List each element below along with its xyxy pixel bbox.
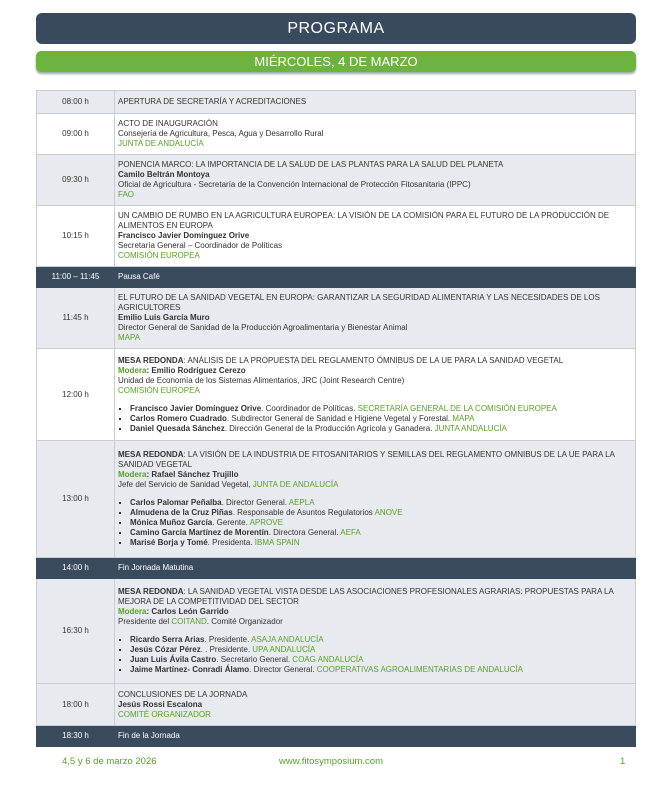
session-org: JUNTA DE ANDALUCÍA <box>118 139 204 148</box>
list-item: ▪ Juan Luis Ávila Castro. Secretario General. COAG ANDALUCÍA <box>130 655 631 665</box>
list-item: ▪ Camino García Martínez de Morentín. Directora General. AEFA <box>130 528 631 538</box>
session-line: Consejería de Agricultura, Pesca, Agua y Desarrollo Rural <box>118 129 324 138</box>
session-title: APERTURA DE SECRETARÍA Y ACREDITACIONES <box>115 91 636 114</box>
time-cell: 18:30 h <box>37 726 115 747</box>
schedule-row <box>37 579 636 684</box>
session-content <box>115 206 636 267</box>
list-item: ▪ Jaime Martínez- Conradi Álamo. Director General. COOPERATIVAS AGROALIMENTARIAS DE ANDALUCÍA <box>130 665 631 675</box>
list-item: ▪ Daniel Quesada Sánchez. Dirección General de la Producción Agrícola y Ganadera. JUNTA ANDALUCÍA <box>130 424 631 434</box>
session-title: MESA REDONDA: LA VISIÓN DE LA INDUSTRIA DE FITOSANITARIOS Y SEMILLAS DEL REGLAMENTO OMNIBUS DE LA UE PARA LA SANIDAD VEGETAL <box>118 450 615 469</box>
session-content <box>115 349 636 441</box>
schedule-table <box>36 90 636 747</box>
time-cell: 11:45 h <box>37 288 115 349</box>
list-item: ▪ Jesús Cózar Pérez. . Presidente. UPA ANDALUCÍA <box>130 645 631 655</box>
moderator: Modera: Rafael Sánchez Trujillo <box>118 470 239 479</box>
speaker-name: Francisco Javier Domínguez Orive <box>118 231 250 240</box>
list-item: ▪ Mónica Muñoz García. Gerente. APROVE <box>130 518 631 528</box>
schedule-row <box>37 441 636 558</box>
speaker-name: Camilo Beltrán Montoya <box>118 170 210 179</box>
session-title: UN CAMBIO DE RUMBO EN LA AGRICULTURA EUROPEA: LA VISIÓN DE LA COMISIÓN PARA EL FUTURO DE LA PRODUCCIÓN DE ALIMENTOS EN EUROPA <box>118 211 610 230</box>
break-label: Fin Jornada Matutina <box>115 558 636 579</box>
day-banner: MIÉRCOLES, 4 DE MARZO <box>36 51 636 72</box>
session-org: COMISIÓN EUROPEA <box>118 251 200 260</box>
panelist-list <box>118 635 631 675</box>
break-label: Fin de la Jornada <box>115 726 636 747</box>
speaker-name: Emilio Luis García Muro <box>118 313 210 322</box>
round-table-label: MESA REDONDA <box>118 355 184 365</box>
list-item: ▪ Almudena de la Cruz Piñas. Responsable de Asuntos Regulatorios ANOVE <box>130 508 631 518</box>
time-cell: 13:00 h <box>37 441 115 558</box>
time-cell: 08:00 h <box>37 91 115 114</box>
list-item: ▪ Ricardo Serra Arias. Presidente. ASAJA ANDALUCÍA <box>130 635 631 645</box>
schedule-row <box>37 288 636 349</box>
session-title: CONCLUSIONES DE LA JORNADA <box>118 689 248 699</box>
session-line: Jefe del Servicio de Sanidad Vegetal, JUNTA DE ANDALUCÍA <box>118 480 339 489</box>
session-line: Director General de Sanidad de la Producción Agroalimentaria y Bienestar Animal <box>118 323 408 332</box>
session-content <box>115 114 636 155</box>
session-org: COMITÉ ORGANIZADOR <box>118 709 211 719</box>
list-item: ▪ Carlos Romero Cuadrado. Subdirector General de Sanidad e Higiene Vegetal y Forestal. MAPA <box>130 414 631 424</box>
time-cell: 18:00 h <box>37 684 115 726</box>
round-table-label: MESA REDONDA <box>118 587 184 596</box>
list-item: ▪ Carlos Palomar Peñalba. Director General. AEPLA <box>130 498 631 508</box>
session-title: PONENCIA MARCO: LA IMPORTANCIA DE LA SALUD DE LAS PLANTAS PARA LA SALUD DEL PLANETA <box>118 160 504 169</box>
panelist-list <box>118 498 631 548</box>
session-org: MAPA <box>118 333 141 342</box>
footer-dates: 4,5 y 6 de marzo 2026 <box>62 756 157 767</box>
list-item: ▪ Marisé Borja y Tomé. Presidenta. IBMA SPAIN <box>130 538 631 548</box>
schedule-row <box>37 155 636 206</box>
schedule-row <box>37 684 636 726</box>
program-title: PROGRAMA <box>36 13 636 44</box>
page-number: 1 <box>620 756 626 767</box>
session-content <box>115 684 636 726</box>
session-line: Unidad de Economía de los Sistemas Alimentarios, JRC (Joint Research Centre) <box>118 375 405 385</box>
session-line: Secretaría General – Coordinador de Políticas <box>118 241 283 250</box>
session-title: ACTO DE INAUGURACIÓN <box>118 119 218 128</box>
session-org: FAO <box>118 190 135 199</box>
schedule-row <box>37 349 636 441</box>
time-cell: 12:00 h <box>37 349 115 441</box>
session-title: MESA REDONDA: ANÁLISIS DE LA PROPUESTA DEL REGLAMENTO ÓMNIBUS DE LA UE PARA LA SANIDAD VEGETAL <box>118 355 564 365</box>
schedule-row <box>37 206 636 267</box>
speaker-name: Jesús Rossi Escalona <box>118 699 203 709</box>
time-cell: 16:30 h <box>37 579 115 684</box>
session-content <box>115 579 636 684</box>
session-content <box>115 288 636 349</box>
time-cell: 09:00 h <box>37 114 115 155</box>
schedule-row <box>37 91 636 114</box>
moderator: Modera: Emilio Rodríguez Cerezo <box>118 365 246 375</box>
round-table-label: MESA REDONDA <box>118 450 184 459</box>
session-title: EL FUTURO DE LA SANIDAD VEGETAL EN EUROPA: GARANTIZAR LA SEGURIDAD ALIMENTARIA Y LAS NECESIDADES DE LOS AGRICULTORES <box>118 293 600 312</box>
break-label: Pausa Café <box>115 267 636 288</box>
session-line: Presidente del COITAND. Comité Organizador <box>118 617 283 626</box>
moderator: Modera: Carlos León Garrido <box>118 607 229 616</box>
session-line: Oficial de Agricultura - Secretaría de la Convención Internacional de Protección Fitosanitaria (IPPC) <box>118 180 471 189</box>
schedule-row <box>37 114 636 155</box>
time-cell: 09:30 h <box>37 155 115 206</box>
session-title: MESA REDONDA: LA SANIDAD VEGETAL VISTA DESDE LAS ASOCIACIONES PROFESIONALES AGRARIAS: PROPUESTAS PARA LA MEJORA DE LA COMPETITIVIDAD DEL SECTOR <box>118 587 614 606</box>
schedule-row-break <box>37 267 636 288</box>
time-cell: 10:15 h <box>37 206 115 267</box>
session-content <box>115 155 636 206</box>
list-item: ▪ Francisco Javier Domínguez Orive. Coordinador de Políticas. SECRETARÍA GENERAL DE LA COMISIÓN EUROPEA <box>130 404 631 414</box>
schedule-row-break <box>37 726 636 747</box>
session-org: COMISIÓN EUROPEA <box>118 385 200 395</box>
footer-url[interactable]: www.fitosymposium.com <box>279 756 383 767</box>
time-cell: 11:00 – 11:45 <box>37 267 115 288</box>
panelist-list <box>118 404 631 434</box>
session-content <box>115 441 636 558</box>
time-cell: 14:00 h <box>37 558 115 579</box>
schedule-row-break <box>37 558 636 579</box>
